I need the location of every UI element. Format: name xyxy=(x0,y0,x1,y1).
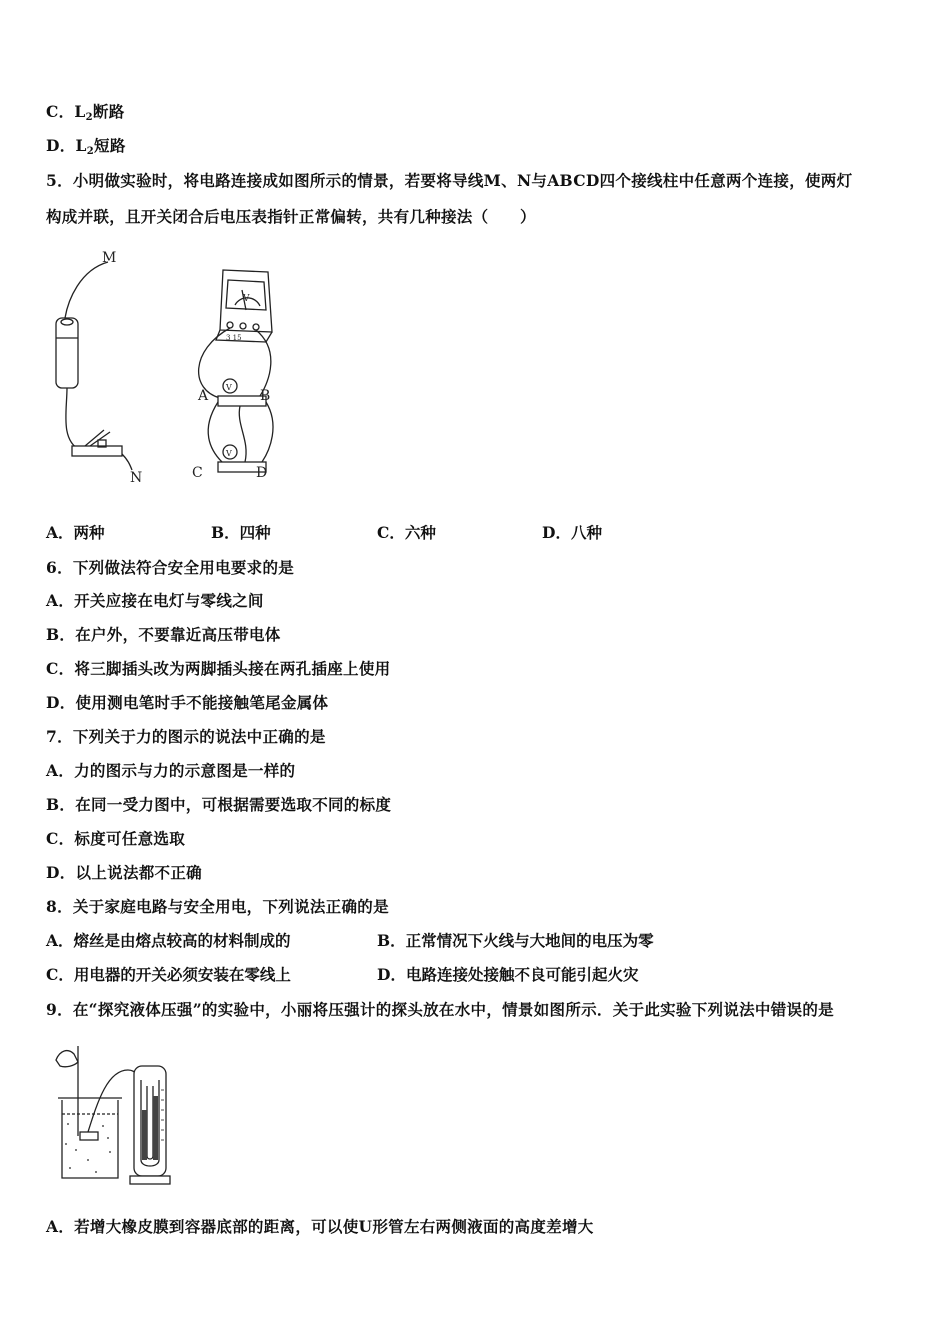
q5-option-d: D．八种 xyxy=(542,523,602,542)
q5-stem-line1: 5．小明做实验时，将电路连接成如图所示的情景，若要将导线M、N与ABCD四个接线柱中任意两个连接，使两灯 xyxy=(46,171,853,190)
q4-option-d: D．$L_2$短路 xyxy=(46,136,126,157)
q5-label-m: M xyxy=(102,250,117,266)
q7-option-a: A．力的图示与力的示意图是一样的 xyxy=(46,761,296,780)
q5-option-a: A．两种 xyxy=(46,523,105,542)
q8-option-a: A．熔丝是由熔点较高的材料制成的 xyxy=(46,931,291,950)
q5-label-n: N xyxy=(130,470,143,486)
q6-stem: 6．下列做法符合安全用电要求的是 xyxy=(46,558,295,577)
q5-voltmeter-v: V xyxy=(243,294,250,304)
q5-label-a: A xyxy=(198,388,209,404)
q6-option-a: A．开关应接在电灯与零线之间 xyxy=(46,591,264,610)
q4-option-c: C．$L_2$断路 xyxy=(46,102,125,123)
q6-option-d: D．使用测电笔时手不能接触笔尾金属体 xyxy=(46,693,329,712)
q5-voltmeter-terminals: 3 15 xyxy=(226,334,242,342)
q5-label-d: D xyxy=(256,465,268,481)
q5-label-b: B xyxy=(260,388,271,404)
q9-option-a: A．若增大橡皮膜到容器底部的距离，可以使U形管左右两侧液面的高度差增大 xyxy=(46,1217,594,1236)
q5-option-c: C．六种 xyxy=(377,523,436,542)
q8-option-b: B．正常情况下火线与大地间的电压为零 xyxy=(377,931,654,950)
q7-stem: 7．下列关于力的图示的说法中正确的是 xyxy=(46,727,326,746)
q9-stem: 9．在“探究液体压强”的实验中，小丽将压强计的探头放在水中，情景如图所示．关于此实验下列说法中错误的是 xyxy=(46,1000,834,1019)
q5-bottom-bulb-v: V xyxy=(226,449,232,458)
q5-top-bulb-v: V xyxy=(226,383,232,392)
q8-option-d: D．电路连接处接触不良可能引起火灾 xyxy=(377,965,639,984)
q7-option-d: D．以上说法都不正确 xyxy=(46,863,202,882)
q6-option-c: C．将三脚插头改为两脚插头接在两孔插座上使用 xyxy=(46,659,391,678)
q8-stem: 8．关于家庭电路与安全用电，下列说法正确的是 xyxy=(46,897,389,916)
q8-option-c: C．用电器的开关必须安装在零线上 xyxy=(46,965,291,984)
q5-stem-line2: 构成并联，且开关闭合后电压表指针正常偏转，共有几种接法（ ） xyxy=(46,207,536,226)
q9-pressure-figure xyxy=(48,1040,178,1188)
q7-option-b: B．在同一受力图中，可根据需要选取不同的标度 xyxy=(46,795,392,814)
q7-option-c: C．标度可任意选取 xyxy=(46,829,186,848)
q5-label-c: C xyxy=(192,465,203,481)
q5-circuit-figure xyxy=(40,240,280,490)
q5-option-b: B．四种 xyxy=(211,523,271,542)
q6-option-b: B．在户外，不要靠近高压带电体 xyxy=(46,625,281,644)
